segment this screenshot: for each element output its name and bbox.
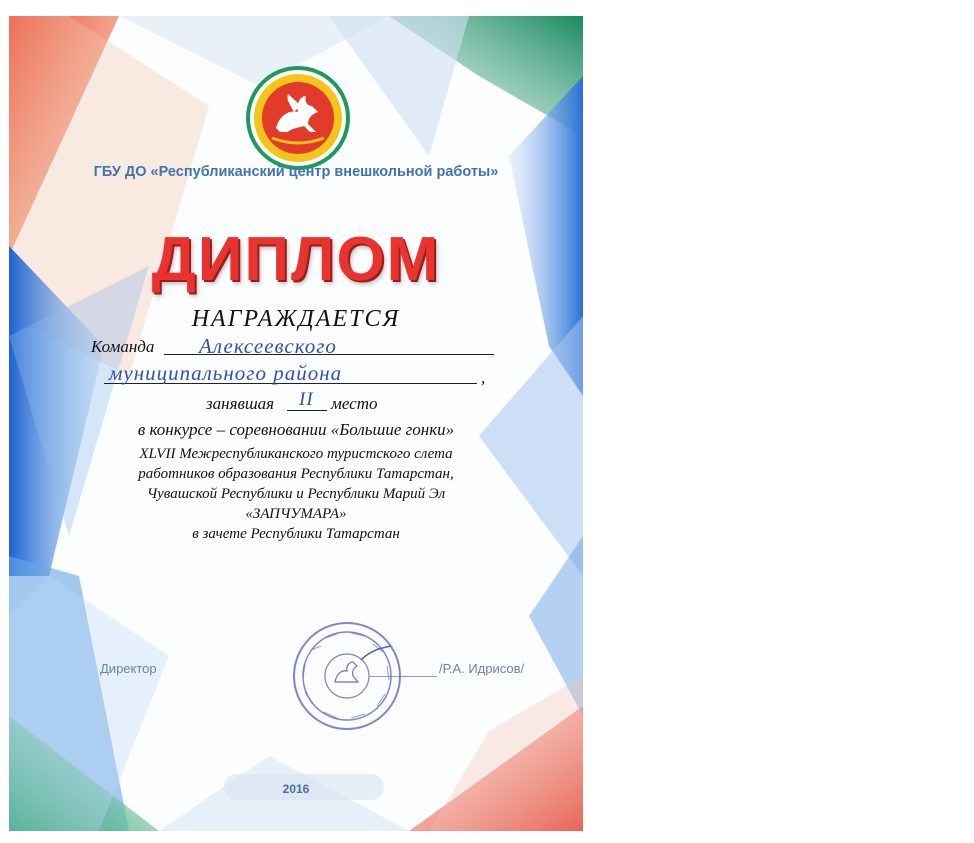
event-name: «ЗАПЧУМАРА»	[245, 506, 347, 522]
diploma-title: ДИПЛОМ	[151, 225, 441, 294]
diploma-page	[9, 16, 583, 831]
awarded-heading: НАГРАЖДАЕТСЯ	[191, 306, 401, 332]
event-line-1: XLVII Межреспубликанского туристского слета	[139, 446, 453, 462]
contest-line: в конкурсе – соревновании «Большие гонки»	[137, 420, 455, 439]
team-label: Команда	[91, 337, 155, 356]
standing-line: в зачете Республики Татарстан	[192, 526, 400, 542]
event-line-3: Чувашской Республики и Республики Марий Эл	[146, 486, 446, 502]
place-handwritten: II	[299, 389, 314, 410]
place-suffix: место	[331, 394, 378, 413]
team-name-handwritten: Алексеевского	[199, 334, 337, 358]
director-name: /Р.А. Идрисов/	[439, 661, 525, 676]
official-stamp	[291, 620, 403, 732]
director-label: Директор	[100, 661, 157, 676]
tatarstan-emblem	[246, 66, 350, 170]
team-comma: ,	[481, 368, 486, 387]
event-line-2: работников образования Республики Татарстан,	[138, 466, 454, 482]
organization-name: ГБУ ДО «Республиканский центр внешкольной работы»	[93, 164, 499, 180]
place-prefix: занявшая	[206, 394, 275, 413]
team-name-line2-handwritten: муниципального района	[109, 361, 343, 385]
diploma-year: 2016	[282, 782, 310, 796]
